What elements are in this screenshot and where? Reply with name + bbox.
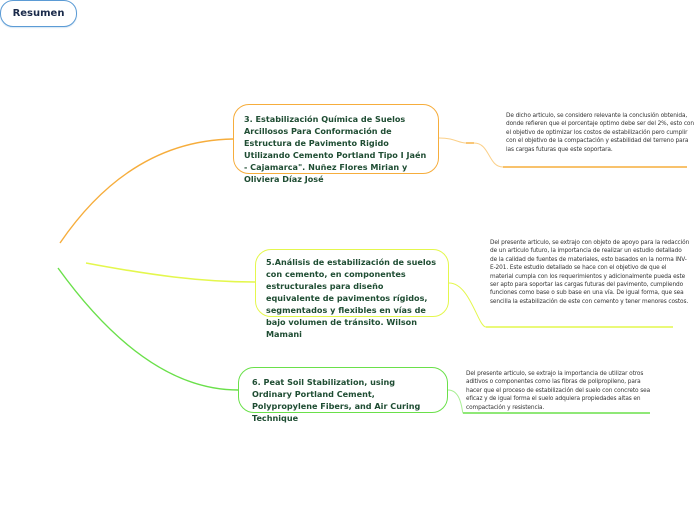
branch-node-3-label: 3. Estabilización Química de Suelos Arcillosos Para Conformación de Estructura de Pavimento Rigido Utilizando Cemento Portland Tipo I Jaén - Cajamarca". Nuñez Flores Mirian y Oliviera Díaz José: [244, 114, 427, 184]
branch-node-3[interactable]: [233, 104, 439, 184]
branch-node-3-note: [506, 112, 696, 154]
branch-node-3-note-text: De dicho articulo, se considero relevante la conclusión obtenida, donde refieren que el porcentaje optimo debe ser del 2%, esto con el objetivo de optimizar los costos de estabilización pero cumplir con el objetivo de la compactación y estabilidad del terreno para las cargas futuras que este soportara.: [506, 113, 694, 153]
branch-node-5[interactable]: [255, 249, 449, 339]
connector-root-to-branch-5: [86, 263, 255, 282]
connector-branch-5-to-note: [449, 283, 486, 327]
branch-node-5-label: 5.Análisis de estabilización de suelos con cemento, en componentes estructurales para diseño equivalente de pavimentos rígidos, segmentados y flexibles en vías de bajo volumen de tránsito. Wilson Mamani: [266, 257, 437, 339]
connector-root-to-branch-6: [58, 268, 238, 390]
connector-root-to-branch-3: [60, 139, 233, 243]
root-node-label: Resumen: [12, 8, 65, 19]
branch-node-6-note-text: Del presente articulo, se extrajo la importancia de utilizar otros aditivos o componentes como las fibras de polipropileno, para hacer que el proceso de estabilización del suelo con concreto sea eficaz y de igual forma el suelo adquiera propiedades altas en compactación y resistencia.: [466, 371, 651, 411]
branch-node-5-note: [490, 239, 690, 306]
branch-node-6-note: [466, 370, 656, 412]
branch-node-6[interactable]: [238, 367, 448, 423]
branch-node-6-label: 6. Peat Soil Stabilization, using Ordinary Portland Cement, Polypropylene Fibers, and Air Curing Technique: [252, 377, 421, 423]
connector-branch-6-to-note: [448, 390, 463, 413]
branch-node-5-note-text: Del presente articulo, se extrajo con objeto de apoyo para la redacción de un articulo futuro, la importancia de realizar un estudio detallado de la calidad de fuentes de materiales, esto basados en la norma INV-E-201. Este estudio detallado se hace con el objetivo de que el material cumpla con los requerimientos y adicionalmente pueda este ser apto para soportar las cargas futuras del pavimento, cumpliendo funciones como base o sub base en una vía. De igual forma, que sea sencilla la estabilización de este con cemento y tener menores costos.: [490, 240, 690, 305]
